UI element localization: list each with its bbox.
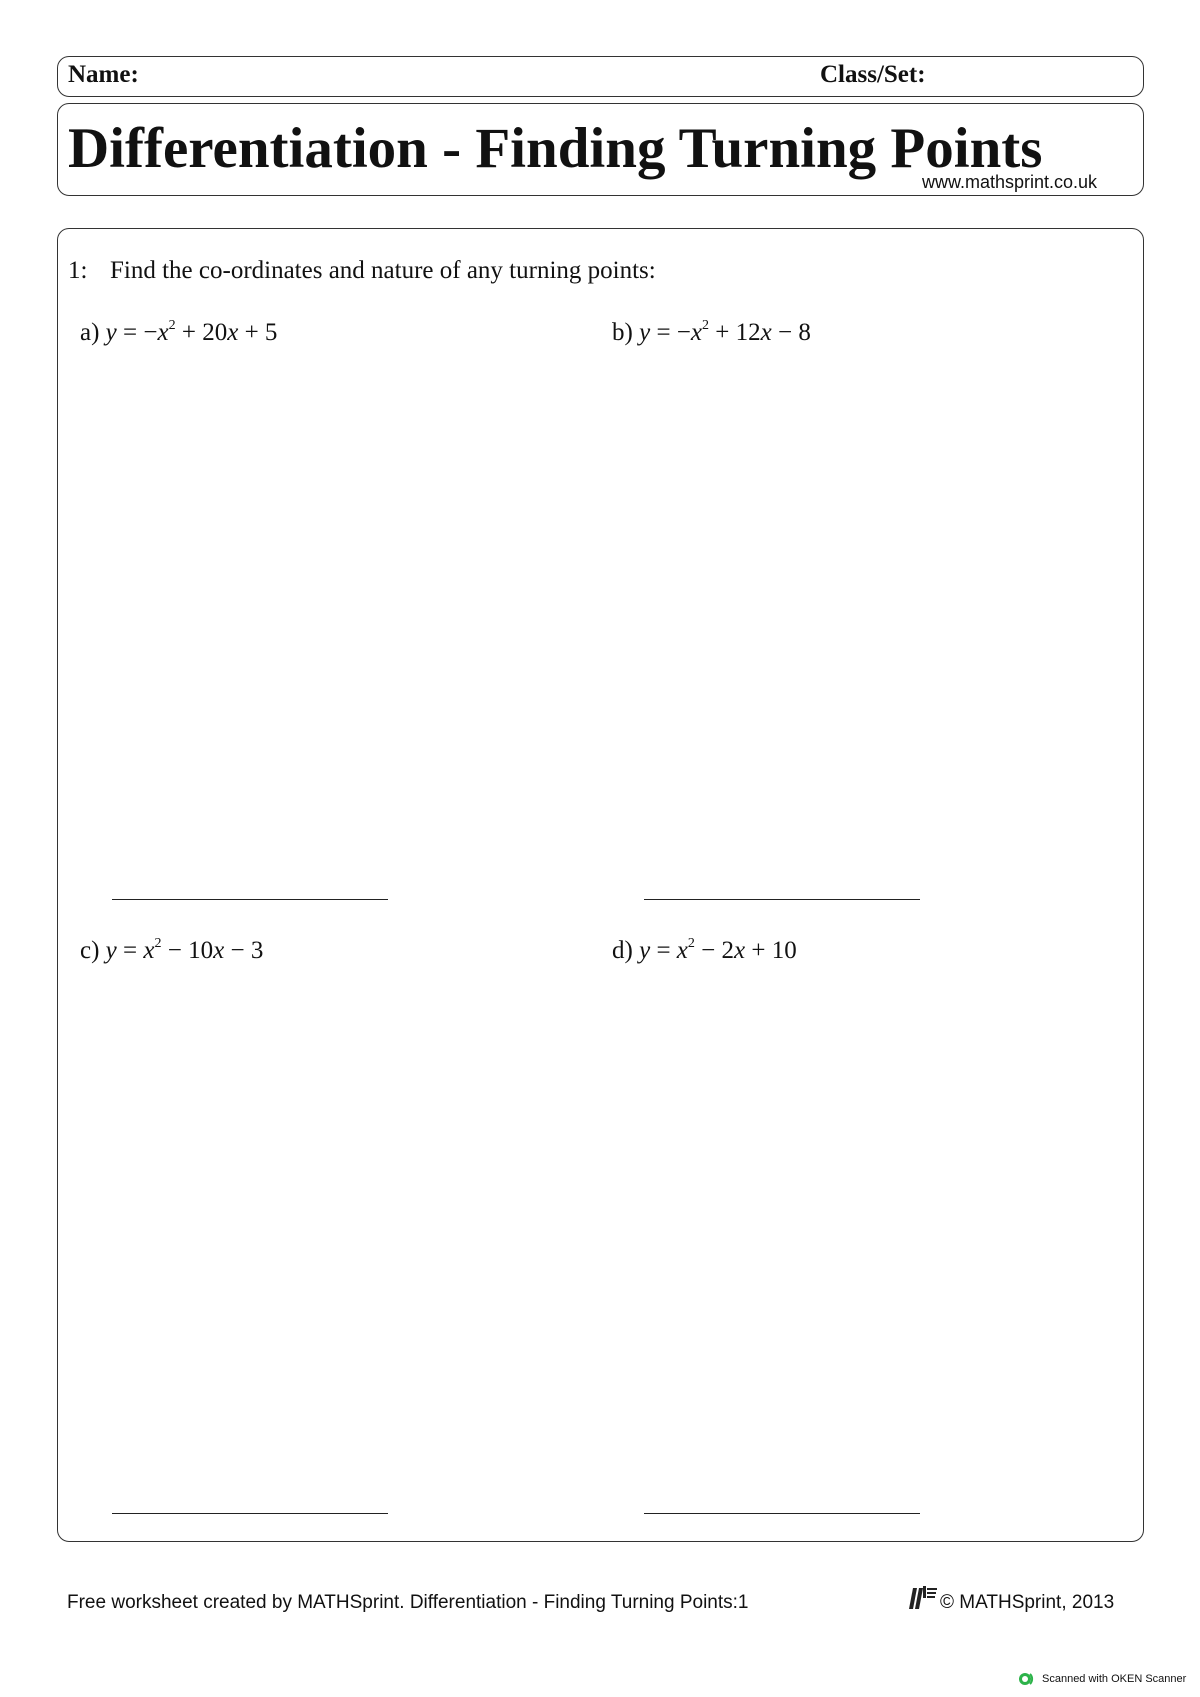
part-label: d) — [612, 937, 633, 964]
question-part-c — [80, 937, 263, 965]
scanner-watermark-text: Scanned with OKEN Scanner — [1042, 1673, 1187, 1685]
equation-exponent: 2 — [687, 936, 695, 951]
part-label: a) — [80, 319, 100, 346]
equation-variable: x — [227, 319, 239, 346]
mathsprint-logo-icon — [908, 1584, 938, 1610]
class-set-label: Class/Set: — [820, 61, 926, 88]
equation-term: − 3 — [224, 937, 264, 964]
equation-term: + 5 — [238, 319, 278, 346]
question-part-a — [80, 319, 277, 347]
title-box — [57, 103, 1144, 196]
question-box — [57, 228, 1144, 1542]
equation-variable: y — [105, 937, 117, 964]
equation-variable: x — [213, 937, 225, 964]
part-label: c) — [80, 937, 100, 964]
copyright-text: © MATHSprint, 2013 — [940, 1592, 1115, 1613]
equation-operator: = − — [650, 319, 691, 346]
equation-variable: x — [157, 319, 169, 346]
question-part-d — [612, 937, 797, 965]
equation-variable: x — [760, 319, 772, 346]
answer-line-a — [112, 899, 388, 900]
name-class-header — [57, 56, 1144, 97]
equation-variable: y — [639, 937, 651, 964]
question-text: Find the co-ordinates and nature of any turning points: — [110, 257, 656, 284]
equation-variable: y — [639, 319, 651, 346]
question-number: 1: — [68, 257, 88, 284]
name-label: Name: — [68, 61, 139, 88]
equation-term: − 8 — [771, 319, 811, 346]
equation-exponent: 2 — [154, 936, 162, 951]
equation-exponent: 2 — [168, 318, 176, 333]
equation-variable: x — [676, 937, 688, 964]
equation-term: + 12 — [709, 319, 761, 346]
answer-line-c — [112, 1513, 388, 1514]
question-part-b — [612, 319, 811, 347]
website-url: www.mathsprint.co.uk — [922, 172, 1098, 192]
footer-text: Free worksheet created by MATHSprint. Differentiation - Finding Turning Points:1 — [67, 1592, 749, 1613]
equation-exponent: 2 — [702, 318, 709, 333]
answer-line-d — [644, 1513, 920, 1514]
worksheet-title: Differentiation - Finding Turning Points — [68, 117, 1043, 180]
oken-scanner-icon — [1018, 1672, 1036, 1686]
answer-line-b — [644, 899, 920, 900]
equation-operator: = — [116, 937, 144, 964]
part-label: b) — [612, 319, 633, 346]
equation-operator: = — [650, 937, 677, 964]
equation-operator: = − — [116, 319, 158, 346]
equation-term: + 20 — [175, 319, 228, 346]
equation-term: − 2 — [694, 937, 735, 964]
equation-variable: x — [143, 937, 155, 964]
equation-variable: x — [690, 319, 702, 346]
equation-term: − 10 — [161, 937, 214, 964]
equation-term: + 10 — [745, 937, 797, 964]
equation-variable: y — [105, 319, 117, 346]
equation-variable: x — [734, 937, 746, 964]
